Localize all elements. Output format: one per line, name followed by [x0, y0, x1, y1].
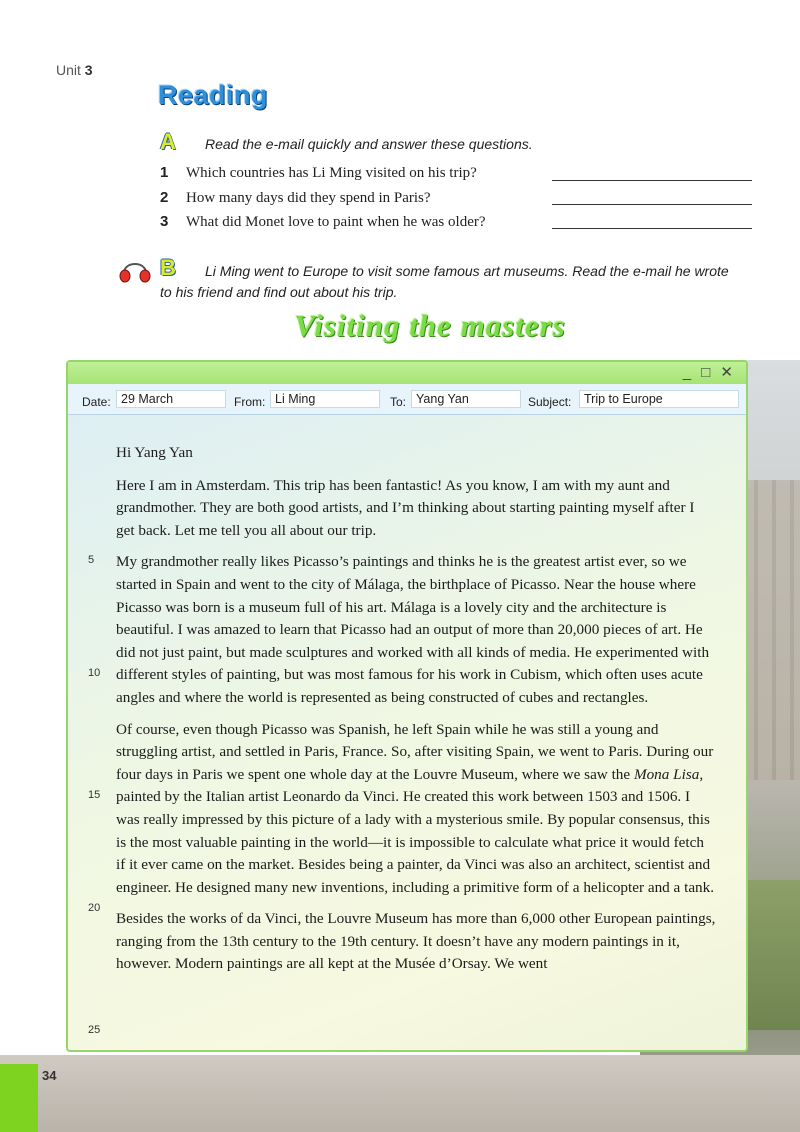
subject-field[interactable]: Trip to Europe: [579, 390, 739, 408]
line-number: 10: [88, 667, 101, 679]
line-number: 5: [88, 554, 95, 566]
artwork-title: Mona Lisa: [633, 765, 700, 783]
answer-line-3[interactable]: [552, 228, 752, 229]
part-b-instruction-line1: Li Ming went to Europe to visit some famous art museums. Read the e-mail he wrote: [205, 263, 729, 279]
question-2: 2 How many days did they spend in Paris?: [160, 189, 431, 206]
page-number-tab: [0, 1064, 38, 1132]
line-number: 15: [88, 789, 101, 801]
from-field[interactable]: Li Ming: [270, 390, 380, 408]
part-a-instruction: Read the e-mail quickly and answer these questions.: [205, 136, 533, 152]
from-label: From:: [234, 395, 266, 409]
article-title: Visiting the masters: [294, 308, 566, 343]
background-pavement: [0, 1055, 800, 1132]
line-number: 25: [88, 1024, 101, 1036]
part-b-letter: B: [160, 255, 176, 280]
window-controls[interactable]: _ □ ✕: [682, 364, 736, 381]
email-title-bar: [68, 362, 746, 384]
email-greeting: Hi Yang Yan: [116, 444, 193, 461]
email-paragraph-3: Of course, even though Picasso was Spanish, he left Spain while he was still a young and struggling artist, and settled in Paris, France. So, after visiting Spain, we went to Paris. During our four days in Paris we spent one whole day at the Louvre Museum, where we saw the Mona Lisa, painted by the Italian artist Leonardo da Vinci. He created this work between 1503 and 1506. I was really impressed by this picture of a lady with a mysterious smile. By popular consensus, this is the most valuable painting in the world—it is impossible to calculate what price it would fetch if it ever came on the market. Besides being a painter, da Vinci was also an architect, scientist and engineer. He designed many new inventions, including a primitive form of a helicopter and a tank.: [116, 720, 715, 896]
headphones-icon[interactable]: [118, 255, 152, 285]
to-label: To:: [390, 395, 407, 409]
to-field[interactable]: Yang Yan: [411, 390, 521, 408]
date-field[interactable]: 29 March: [116, 390, 226, 408]
email-paragraph-4: Besides the works of da Vinci, the Louvre Museum has more than 6,000 other European paintings, ranging from the 13th century to the 19th century. It doesn’t have any modern paintings in it, however. Modern paintings are all kept at the Musée d’Orsay. We went: [116, 910, 716, 973]
part-a-letter: A: [160, 129, 176, 154]
question-3: 3 What did Monet love to paint when he was older?: [160, 213, 486, 230]
section-title: Reading: [158, 80, 269, 110]
date-label: Date:: [82, 395, 111, 409]
line-number: 20: [88, 902, 101, 914]
email-body: [116, 442, 716, 985]
question-1: 1 Which countries has Li Ming visited on his trip?: [160, 164, 477, 181]
part-b-instruction-line2: to his friend and find out about his trip.: [160, 284, 398, 300]
answer-line-1[interactable]: [552, 180, 752, 181]
email-paragraph-1: Here I am in Amsterdam. This trip has been fantastic! As you know, I am with my aunt and grandmother. They are both good artists, and I’m thinking about starting painting myself after I get back. Let me tell you all about our trip.: [116, 476, 695, 539]
unit-label: Unit 3: [56, 62, 93, 78]
email-header: [68, 384, 746, 415]
email-paragraph-2: My grandmother really likes Picasso’s paintings and thinks he is the greatest artist ever, so we started in Spain and went to the city of Málaga, the birthplace of Picasso. Near the house where Picasso was born is a museum full of his art. Málaga is a lovely city and the architecture is beautiful. I was amazed to learn that Picasso had an output of more than 20,000 pieces of art. He did not just paint, but made sculptures and worked with all kinds of media. He experimented with different styles of painting, but was most famous for his work in Cubism, which often uses acute angles and where the world is represented as being constructed of cubes and rectangles.: [116, 553, 710, 706]
answer-line-2[interactable]: [552, 204, 752, 205]
unit-number: 3: [84, 62, 93, 78]
subject-label: Subject:: [528, 395, 572, 409]
page-number: 34: [42, 1068, 57, 1083]
